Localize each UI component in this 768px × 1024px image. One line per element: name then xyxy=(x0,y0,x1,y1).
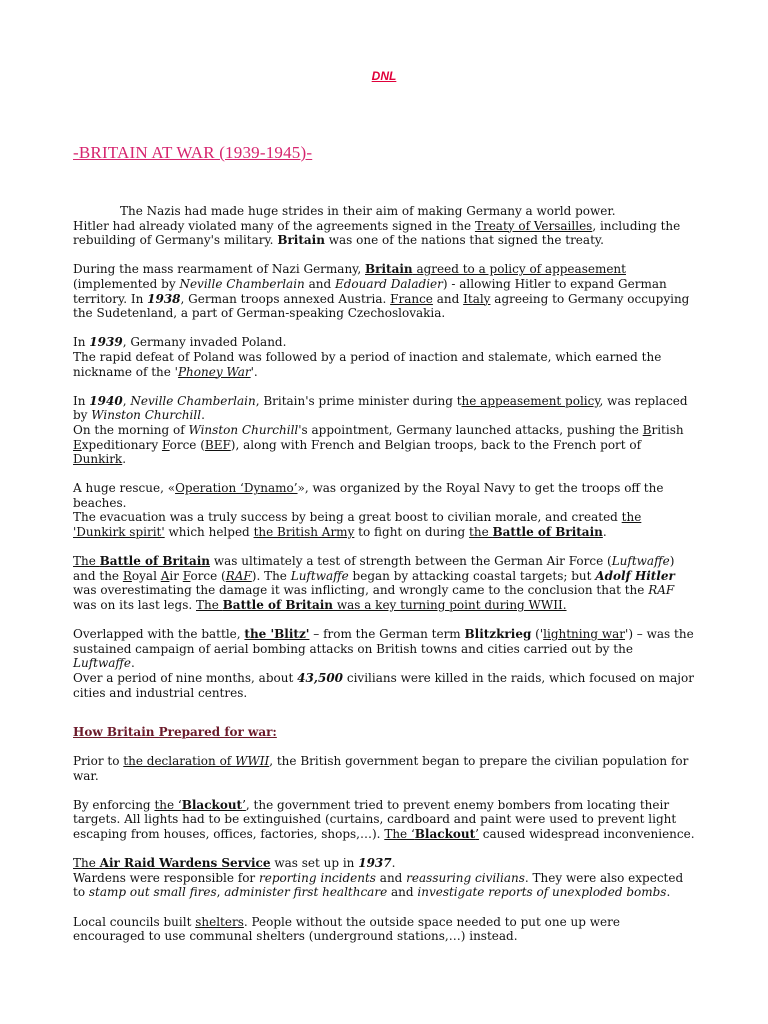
paragraph-blackout xyxy=(73,798,695,842)
blackout: Blackout xyxy=(181,797,243,812)
section-heading: How Britain Prepared for war: xyxy=(73,724,277,739)
france: France xyxy=(390,291,433,306)
text: », was organized by the Royal Navy to get the troops off the beaches. xyxy=(73,481,664,510)
text: Over a period of nine months, about xyxy=(73,671,298,685)
text: . People without the outside space needed to put one up were encouraged to use communal shelters (underground stations,…) instead. xyxy=(73,914,620,944)
raf-acronym: RAF xyxy=(225,568,252,583)
text: . xyxy=(122,452,127,467)
text: The evacuation was a truly success by being a great boost to civilian morale, and created xyxy=(73,510,622,525)
paragraph-declaration xyxy=(73,754,695,783)
paragraph-churchill xyxy=(73,394,695,467)
text: was on its last legs. xyxy=(73,598,196,613)
text: , the government tried to prevent enemy bombers from locating their targets. All lights had to be extinguished (curtains, cardboard and paint were used to prevent light escaping from houses, offices, factories, shops,…). xyxy=(73,797,677,841)
text: agreeing to Germany occupying the Sudetenland, a part of German-speaking Czechoslovakia. xyxy=(73,291,690,321)
text: which helped xyxy=(164,525,254,540)
text: Wardens were responsible for xyxy=(73,870,259,885)
text: – from the German term xyxy=(309,627,465,642)
text: 's appointment, Germany launched attacks, pushing the xyxy=(298,422,643,437)
italy: Italy xyxy=(463,291,491,306)
reporting-incidents: reporting incidents xyxy=(258,870,376,885)
dnl-tag: DNL xyxy=(371,69,397,83)
raf-acronym: RAF xyxy=(648,583,675,598)
british-army: the British Army xyxy=(253,525,355,540)
text: caused widespread inconvenience. xyxy=(478,826,695,841)
bef-acronym: BEF xyxy=(204,437,231,452)
civilian-deaths: 43,500 xyxy=(297,671,344,685)
text: was overestimating the damage it was inflicting, and wrongly came to the conclusion that the xyxy=(73,583,649,598)
battle-of-britain: Battle of Britain xyxy=(222,598,333,613)
text: xpeditionary xyxy=(81,437,162,452)
text: The xyxy=(196,598,223,613)
text: began by attacking coastal targets; but xyxy=(348,568,596,583)
text: The rapid defeat of Poland was followed by a period of inaction and stalemate, which earned the nickname of the ' xyxy=(73,349,662,379)
luftwaffe: Luftwaffe xyxy=(73,656,131,671)
paragraph-intro xyxy=(73,204,695,248)
battle-of-britain: Battle of Britain xyxy=(492,525,603,540)
page-title: -BRITAIN AT WAR (1939-1945)- xyxy=(73,143,313,162)
raf-letter: F xyxy=(182,568,191,583)
text: Overlapped with the battle, xyxy=(73,627,245,642)
the-blitz: the 'Blitz' xyxy=(244,627,310,642)
text: On the morning of xyxy=(73,422,189,437)
text: ') – was the sustained campaign of aerial bombing attacks on British towns and cities carried out by the xyxy=(73,627,694,656)
text: . xyxy=(602,525,607,540)
text: , Britain's prime minister during t xyxy=(255,393,462,408)
year-1940: 1940 xyxy=(89,393,123,408)
text: In xyxy=(73,335,90,350)
text: In xyxy=(73,393,90,408)
text: . xyxy=(201,408,205,423)
text: (implemented by xyxy=(73,276,180,291)
bef-letter: F xyxy=(161,437,170,452)
lightning-war: lightning war xyxy=(543,627,626,642)
text: A huge rescue, « xyxy=(73,481,176,496)
text: ) - allowing Hitler to expand German territory. In xyxy=(73,276,667,306)
text: was set up in xyxy=(270,856,359,871)
paragraph-dynamo xyxy=(73,481,695,539)
text: ir xyxy=(169,568,183,583)
text: to fight on during xyxy=(354,525,470,540)
text: was ultimately a test of strength between the German Air Force ( xyxy=(210,554,612,569)
text: , including the rebuilding of Germany's military. xyxy=(73,218,681,248)
text: orce ( xyxy=(190,568,226,583)
text: . xyxy=(131,656,135,671)
text: , xyxy=(122,393,131,408)
text: Hitler had already violated many of the agreements signed in the xyxy=(73,218,475,233)
paragraph-blitz xyxy=(73,627,695,700)
paragraph-shelters xyxy=(73,915,695,944)
text: ). The xyxy=(251,568,291,583)
text: ’ xyxy=(475,826,479,841)
bef-letter: E xyxy=(73,437,82,452)
text: '. xyxy=(250,364,258,379)
text: ’ xyxy=(242,797,246,812)
appeasement-policy: agreed to a policy of appeasement xyxy=(412,262,626,277)
text: Prior to xyxy=(73,753,124,768)
year-1938: 1938 xyxy=(147,291,181,306)
text: ritish xyxy=(651,422,684,437)
winston-churchill: Winston Churchill xyxy=(91,408,202,423)
stamp-out-fires: stamp out small fires xyxy=(88,885,217,900)
raf-letter: A xyxy=(160,568,170,583)
year-1937: 1937 xyxy=(358,856,392,871)
year-1939: 1939 xyxy=(89,335,123,350)
text: , xyxy=(216,885,225,900)
text: the ‘ xyxy=(154,797,182,812)
dunkirk: Dunkirk xyxy=(73,452,123,467)
text: Local councils built xyxy=(73,914,196,929)
neville-chamberlain: Neville Chamberlain xyxy=(179,276,305,291)
paragraph-wardens xyxy=(73,856,695,900)
text: , Germany invaded Poland. xyxy=(122,335,287,350)
britain-bold: Britain xyxy=(365,262,413,277)
reassuring-civilians: reassuring civilians xyxy=(406,870,525,885)
paragraph-appeasement xyxy=(73,262,695,320)
paragraph-poland xyxy=(73,335,695,379)
luftwaffe: Luftwaffe xyxy=(290,568,349,583)
text: The xyxy=(73,856,100,871)
blackout: Blackout xyxy=(414,826,476,841)
text: and xyxy=(375,870,407,885)
dunkirk-spirit: the 'Dunkirk spirit' xyxy=(73,510,642,540)
text: ), along with French and Belgian troops, back to the French port of xyxy=(230,437,642,452)
text: . xyxy=(666,885,671,900)
text: . xyxy=(391,856,396,871)
raf-letter: R xyxy=(122,568,132,583)
treaty-of-versailles: Treaty of Versailles xyxy=(474,218,593,233)
luftwaffe: Luftwaffe xyxy=(611,554,670,569)
text: ) and the xyxy=(73,554,675,583)
text: orce ( xyxy=(169,437,205,452)
winston-churchill: Winston Churchill xyxy=(188,422,299,437)
text: (' xyxy=(531,627,544,642)
text: the xyxy=(469,525,493,540)
appeasement-policy: he appeasement policy xyxy=(461,393,600,408)
text: and xyxy=(432,291,464,306)
text: and xyxy=(304,276,335,291)
blitzkrieg: Blitzkrieg xyxy=(464,627,532,642)
text: By enforcing xyxy=(73,797,155,812)
text: civilians were killed in the raids, which focused on major cities and industrial centres. xyxy=(73,671,694,700)
text: , German troops annexed Austria. xyxy=(180,291,391,306)
shelters: shelters xyxy=(195,914,244,929)
bef-letter: B xyxy=(642,422,652,437)
spacer xyxy=(73,715,695,725)
adolf-hitler: Adolf Hitler xyxy=(595,568,675,583)
text: The ‘ xyxy=(384,826,415,841)
neville-chamberlain: Neville Chamberlain xyxy=(130,393,256,408)
text: . They were also expected to xyxy=(73,870,684,900)
text: During the mass rearmament of Nazi Germany, xyxy=(73,262,365,277)
wwii: WWII xyxy=(235,753,270,768)
britain-bold: Britain xyxy=(277,233,325,248)
battle-of-britain: Battle of Britain xyxy=(99,554,210,569)
paragraph-battle-of-britain xyxy=(73,554,695,612)
unexploded-bombs: investigate reports of unexploded bombs xyxy=(417,885,667,900)
intro-line: The Nazis had made huge strides in their aim of making Germany a world power. xyxy=(120,204,616,218)
operation-dynamo: Operation ‘Dynamo’ xyxy=(175,481,298,496)
edouard-daladier: Edouard Daladier xyxy=(334,276,443,291)
first-healthcare: administer first healthcare xyxy=(224,885,388,900)
text: , the British government began to prepare the civilian population for war. xyxy=(73,753,689,783)
text: was one of the nations that signed the treaty. xyxy=(324,233,604,248)
air-raid-wardens-service: Air Raid Wardens Service xyxy=(99,856,271,871)
text: oyal xyxy=(131,568,161,583)
text: , was replaced by xyxy=(73,393,688,423)
declaration-of-wwii: the declaration of xyxy=(123,753,236,768)
turning-point: was a key turning point during WWII. xyxy=(333,598,567,613)
phoney-war: Phoney War xyxy=(177,364,251,379)
text: and xyxy=(387,885,418,900)
text: The xyxy=(73,554,100,569)
document-body xyxy=(73,204,695,958)
